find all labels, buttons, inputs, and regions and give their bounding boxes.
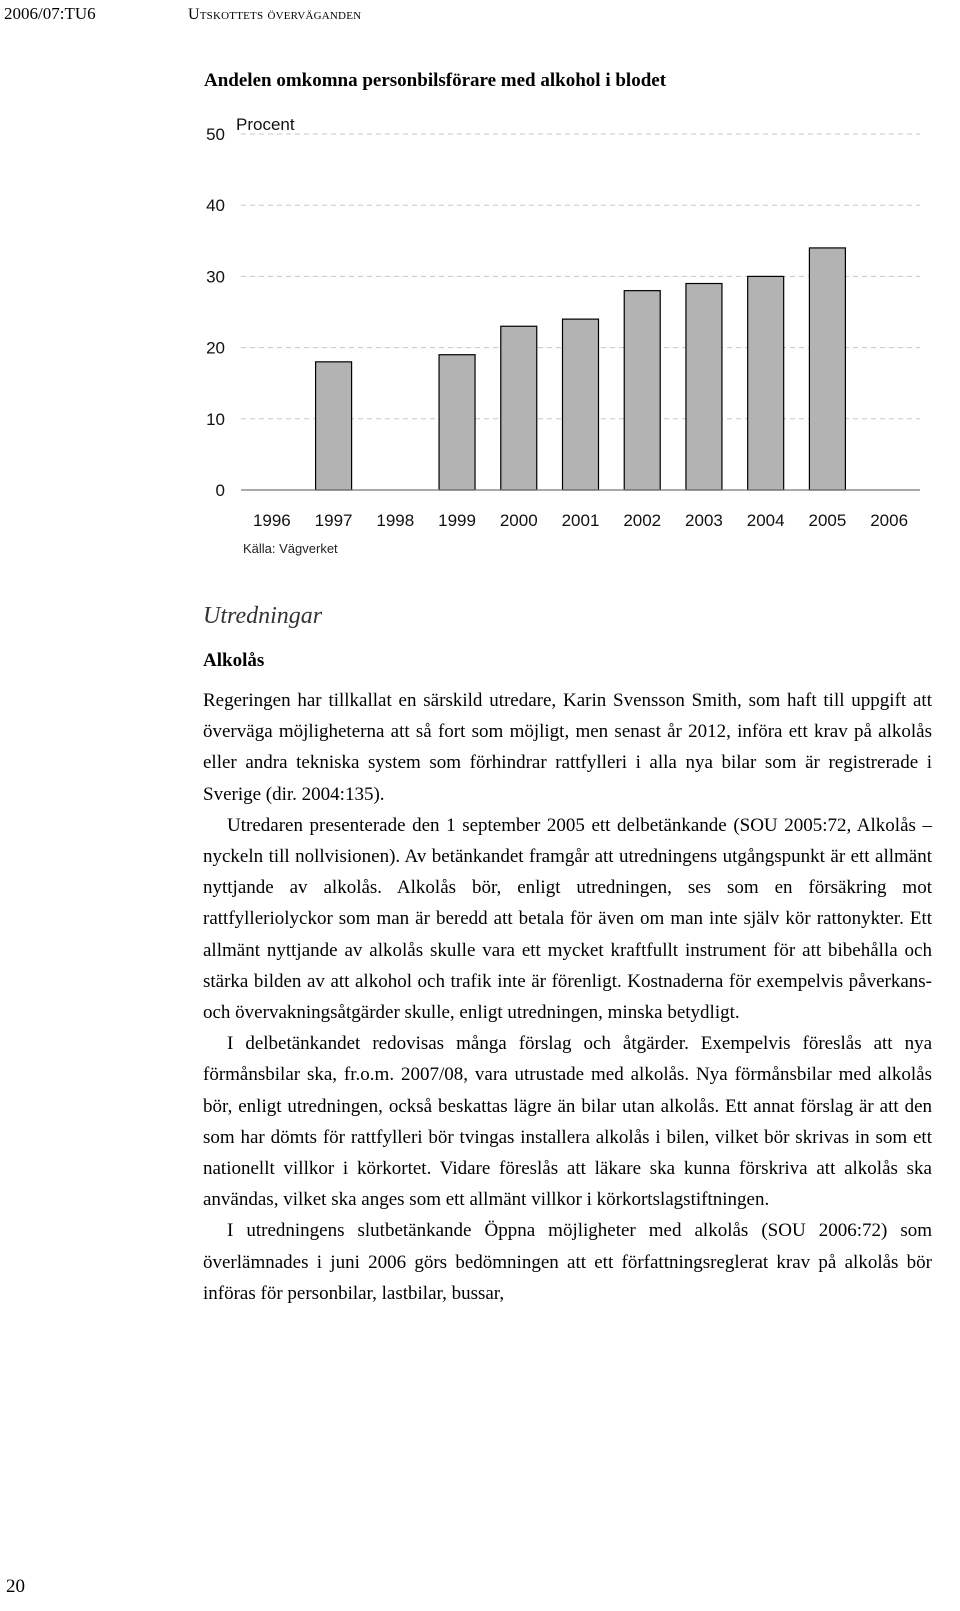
x-tick-label: 1999 <box>438 511 476 530</box>
chart-source: Källa: Vägverket <box>243 541 338 556</box>
x-axis-ticks <box>253 511 908 530</box>
x-tick-label: 2002 <box>623 511 662 530</box>
x-tick-label: 2005 <box>808 511 847 530</box>
chart-title: Andelen omkomna personbilsförare med alkohol i blodet <box>204 70 667 91</box>
x-tick-label: 2001 <box>561 511 600 530</box>
running-section-title: Utskottets överväganden <box>188 6 362 23</box>
bar-2000 <box>501 326 537 490</box>
bars <box>316 248 846 490</box>
bar-1999 <box>439 355 475 490</box>
bar-chart <box>0 0 960 580</box>
bar-2001 <box>563 319 599 490</box>
y-tick-label: 0 <box>215 481 225 500</box>
sub-heading: Alkolås <box>203 650 265 671</box>
bar-2005 <box>809 248 845 490</box>
bar-2003 <box>686 284 722 490</box>
y-tick-label: 50 <box>206 125 225 144</box>
x-tick-label: 1996 <box>252 511 291 530</box>
x-tick-label: 2004 <box>746 511 785 530</box>
paragraph: Regeringen har tillkallat en särskild utredare, Karin Svensson Smith, som haft till uppgift att överväga möjligheterna att så fort som möjligt, men senast år 2012, införa ett krav på alkolås eller andra tekniska system som förhindrar rattfylleri i alla nya bilar som är registrerade i Sverige (dir. 2004:135). <box>203 690 932 805</box>
x-tick-label: 1997 <box>314 511 353 530</box>
y-axis-ticks <box>206 125 225 500</box>
x-tick-label: 2003 <box>685 511 723 530</box>
page-number: 20 <box>6 1576 25 1597</box>
y-axis-label: Procent <box>236 115 295 134</box>
bar-2004 <box>748 276 784 490</box>
paragraph: I utredningens slutbetänkande Öppna möjligheter med alkolås (SOU 2006:72) som överlämnades i juni 2006 görs bedömningen att ett författningsreglerat krav på alkolås bör införas för personbilar, lastbilar, bussar, <box>203 1220 932 1304</box>
paragraph: Utredaren presenterade den 1 september 2005 ett delbetänkande (SOU 2005:72, Alkolås – nyckeln till nollvisionen). Av betänkandet framgår att utredningens utgångspunkt är ett allmänt nyttjande av alkolås. Alkolås bör, enligt utredningen, ses som en försäkring mot rattfylleriolyckor som man är beredd att betala för även om man inte själv kör rattonykter. Ett allmänt nyttjande av alkolås skulle vara ett mycket kraftfullt instrument för att bibehålla och stärka bilden av att alkohol och trafik inte är förenligt. Kostnaderna för exempelvis påverkans- och övervakningsåtgärder skulle, enligt utredningen, minska betydligt. <box>203 814 932 1024</box>
y-tick-label: 10 <box>206 409 225 429</box>
y-tick-label: 40 <box>206 196 225 216</box>
x-tick-label: 2006 <box>870 511 909 530</box>
y-tick-label: 20 <box>206 338 225 358</box>
x-tick-label: 2000 <box>499 511 538 530</box>
document-id: 2006/07:TU6 <box>4 4 96 23</box>
x-tick-label: 1998 <box>376 511 415 530</box>
y-tick-label: 30 <box>206 267 225 287</box>
paragraph: I delbetänkandet redovisas många förslag och åtgärder. Exempelvis föreslås att nya förmånsbilar ska, fr.o.m. 2007/08, vara utrustade med alkolås. Nya förmånsbilar med alkolås bör, enligt utredningen, också beskattas lägre än bilar utan alkolås. Ett annat förslag är att den som har dömts för rattfylleri bör tvingas installera alkolås i bilen, vilket bör skrivas in som ett nationellt villkor i körkortet. Vidare föreslås att läkare ska kunna förskriva att alkolås ska användas, vilket ska anges som ett allmänt villkor i körkortslagstiftningen. <box>203 1033 932 1211</box>
body-text <box>203 685 932 1309</box>
bar-2002 <box>624 291 660 490</box>
section-heading: Utredningar <box>203 603 323 629</box>
bar-1997 <box>316 362 352 490</box>
